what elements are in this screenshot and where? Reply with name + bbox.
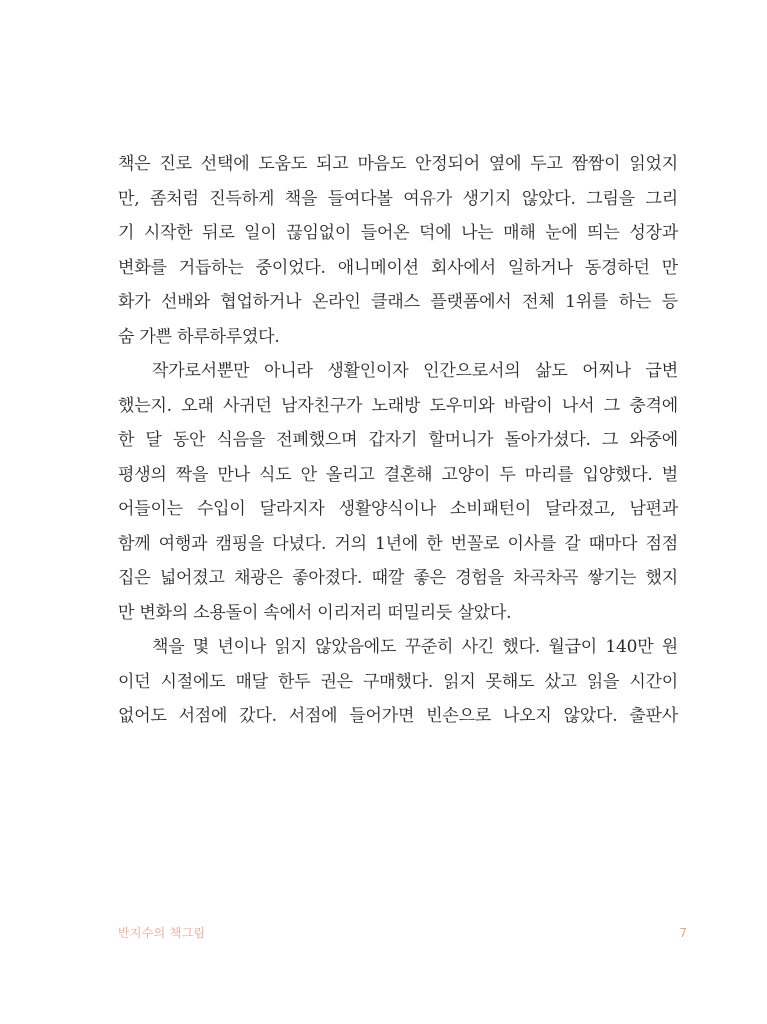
- text-line: 만 변화의 소용돌이 속에서 이리저리 떠밀리듯 살았다.: [118, 602, 512, 623]
- text-line: 숨 가쁜 하루하루였다.: [118, 326, 280, 347]
- text-line: 기 시작한 뒤로 일이 끊임없이 들어온 덕에 나는 매해 눈에 띄는 성장과: [118, 223, 678, 243]
- text-line: 책은 진로 선택에 도움도 되고 마음도 안정되어 옆에 두고 짬짬이 읽었지: [118, 154, 678, 174]
- body-text: [118, 147, 678, 734]
- text-line: 이던 시절에도 매달 한두 권은 구매했다. 읽지 못해도 샀고 읽을 시간이: [118, 671, 678, 692]
- text-line: 없어도 서점에 갔다. 서점에 들어가면 빈손으로 나오지 않았다. 출판사: [118, 706, 678, 726]
- text-line: 화가 선배와 협업하거나 온라인 클래스 플랫폼에서 전체 1위를 하는 등: [118, 292, 678, 312]
- text-line: 평생의 짝을 만나 식도 안 올리고 결혼해 고양이 두 마리를 입양했다. 벌: [118, 464, 678, 485]
- text-line: 만, 좀처럼 진득하게 책을 들여다볼 여유가 생기지 않았다. 그림을 그리: [118, 188, 678, 209]
- page-number: 7: [679, 926, 687, 940]
- text-line: 작가로서뿐만 아니라 생활인이자 인간으로서의 삶도 어찌나 급변: [152, 361, 678, 381]
- text-line: 어들이는 수입이 달라지자 생활양식이나 소비패턴이 달라졌고, 남편과: [118, 499, 678, 519]
- text-line: 했는지. 오래 사귀던 남자친구가 노래방 도우미와 바람이 나서 그 충격에: [118, 395, 678, 416]
- text-line: 변화를 거듭하는 중이었다. 애니메이션 회사에서 일하거나 동경하던 만: [118, 257, 678, 278]
- text-line: 한 달 동안 식음을 전폐했으며 갑자기 할머니가 돌아가셨다. 그 와중에: [118, 430, 678, 450]
- text-line: 집은 넓어졌고 채광은 좋아졌다. 때깔 좋은 경험을 차곡차곡 쌓기는 했지: [118, 568, 678, 588]
- text-line: 책을 몇 년이나 읽지 않았음에도 꾸준히 사긴 했다. 월급이 140만 원: [152, 637, 678, 657]
- footer-book-title: 반지수의 책그림: [118, 926, 206, 940]
- text-line: 함께 여행과 캠핑을 다녔다. 거의 1년에 한 번꼴로 이사를 갈 때마다 점점: [118, 533, 678, 554]
